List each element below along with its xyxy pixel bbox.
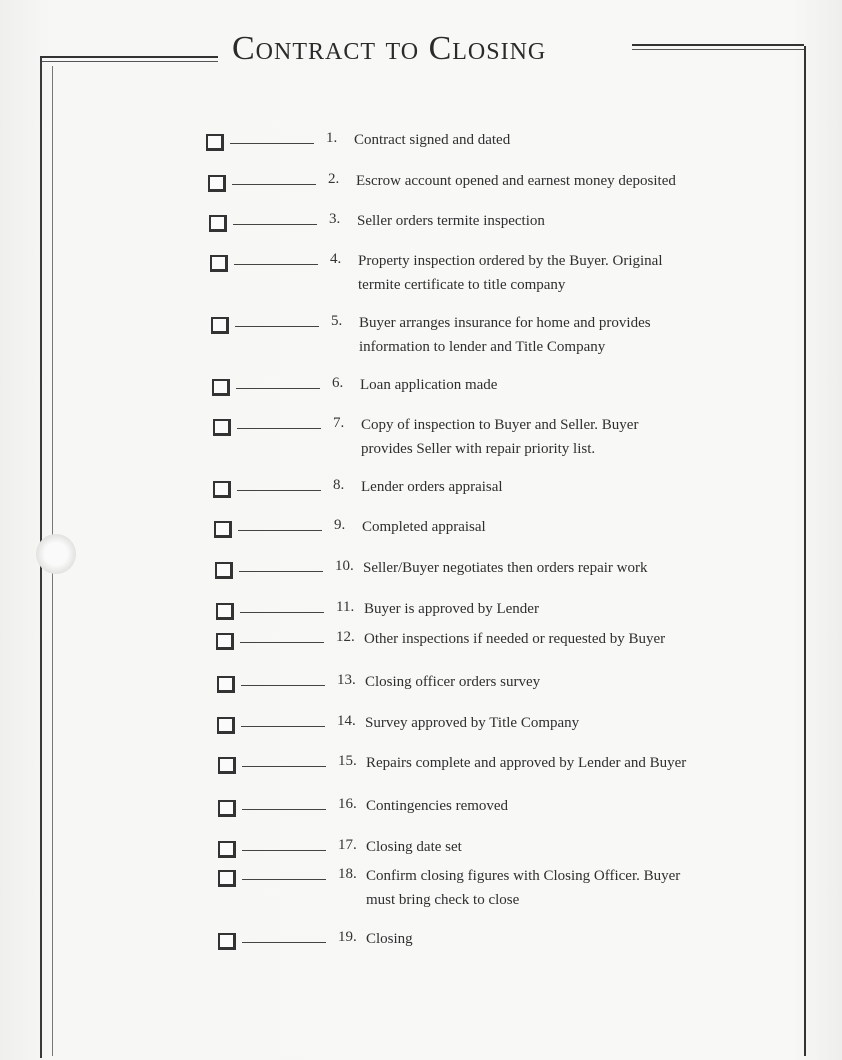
item-number: 9. <box>334 517 346 533</box>
item-text-line: Closing date set <box>366 839 462 855</box>
checklist-item-19 <box>218 929 778 979</box>
item-text-line: termite certificate to title company <box>358 277 566 293</box>
date-blank-line[interactable] <box>238 530 322 531</box>
item-number: 7. <box>333 415 345 431</box>
checkbox-icon[interactable] <box>213 419 231 436</box>
checkbox-icon[interactable] <box>218 933 236 950</box>
item-text-line: Escrow account opened and earnest money deposited <box>356 173 676 189</box>
item-text <box>363 556 743 580</box>
date-blank-line[interactable] <box>241 685 325 686</box>
item-text-line: Survey approved by Title Company <box>365 715 580 731</box>
frame-top-right-rule <box>632 44 804 50</box>
checkbox-icon[interactable] <box>216 603 234 620</box>
checkbox-icon[interactable] <box>218 841 236 858</box>
item-text <box>361 475 741 499</box>
item-number: 3. <box>329 211 341 227</box>
date-blank-line[interactable] <box>240 612 324 613</box>
date-blank-line[interactable] <box>242 809 326 810</box>
checkbox-icon[interactable] <box>208 175 226 192</box>
item-number: 11. <box>336 599 355 615</box>
checkbox-icon[interactable] <box>218 870 236 887</box>
item-number: 16. <box>338 796 357 812</box>
item-text <box>366 864 746 912</box>
item-text <box>364 597 744 621</box>
item-text <box>366 835 746 859</box>
item-text-line: must bring check to close <box>366 892 520 908</box>
item-number: 5. <box>331 313 343 329</box>
item-text-line: Buyer is approved by Lender <box>364 601 539 617</box>
item-text-line: Buyer arranges insurance for home and provides <box>359 315 651 331</box>
date-blank-line[interactable] <box>237 490 321 491</box>
item-text-line: Contract signed and dated <box>354 132 511 148</box>
date-blank-line[interactable] <box>242 850 326 851</box>
date-blank-line[interactable] <box>241 726 325 727</box>
item-text <box>360 373 740 397</box>
checkbox-icon[interactable] <box>213 481 231 498</box>
item-text-line: Completed appraisal <box>362 519 486 535</box>
item-text-line: Closing officer orders survey <box>365 674 541 690</box>
item-number: 17. <box>338 837 357 853</box>
date-blank-line[interactable] <box>242 766 326 767</box>
item-number: 6. <box>332 375 344 391</box>
date-blank-line[interactable] <box>239 571 323 572</box>
date-blank-line[interactable] <box>235 326 319 327</box>
item-text <box>366 927 746 951</box>
item-text-line: Copy of inspection to Buyer and Seller. Buyer <box>361 417 639 433</box>
date-blank-line[interactable] <box>237 428 321 429</box>
checkbox-icon[interactable] <box>218 757 236 774</box>
item-text <box>366 751 746 775</box>
date-blank-line[interactable] <box>234 264 318 265</box>
checkbox-icon[interactable] <box>206 134 224 151</box>
item-number: 19. <box>338 929 357 945</box>
item-text-line: Seller/Buyer negotiates then orders repair work <box>363 560 648 576</box>
checkbox-icon[interactable] <box>210 255 228 272</box>
checklist-item-5 <box>211 313 771 363</box>
page-title: Contract to Closing <box>232 30 547 67</box>
item-text-line: Seller orders termite inspection <box>357 213 545 229</box>
item-number: 18. <box>338 866 357 882</box>
item-text <box>364 627 744 651</box>
item-text-line: Loan application made <box>360 377 498 393</box>
checkbox-icon[interactable] <box>215 562 233 579</box>
item-text-line: provides Seller with repair priority list. <box>361 441 596 457</box>
item-text <box>357 209 737 233</box>
checkbox-icon[interactable] <box>212 379 230 396</box>
item-text <box>365 670 745 694</box>
checkbox-icon[interactable] <box>218 800 236 817</box>
date-blank-line[interactable] <box>242 879 326 880</box>
checklist-item-4 <box>210 251 770 301</box>
checkbox-icon[interactable] <box>214 521 232 538</box>
item-number: 13. <box>337 672 356 688</box>
item-text <box>366 794 746 818</box>
item-text <box>361 413 741 461</box>
item-text-line: Property inspection ordered by the Buyer. Original <box>358 253 663 269</box>
item-text-line: Lender orders appraisal <box>361 479 503 495</box>
item-number: 12. <box>336 629 355 645</box>
checkbox-icon[interactable] <box>216 633 234 650</box>
item-number: 14. <box>337 713 356 729</box>
item-text <box>354 128 734 152</box>
item-number: 1. <box>326 130 338 146</box>
item-text-line: Closing <box>366 931 413 947</box>
frame-top-left-rule <box>40 56 218 62</box>
date-blank-line[interactable] <box>240 642 324 643</box>
checklist-item-7 <box>213 415 773 465</box>
date-blank-line[interactable] <box>236 388 320 389</box>
item-text <box>356 169 736 193</box>
item-number: 4. <box>330 251 342 267</box>
item-text-line: Confirm closing figures with Closing Officer. Buyer <box>366 868 681 884</box>
item-text-line: information to lender and Title Company <box>359 339 606 355</box>
item-text-line: Repairs complete and approved by Lender and Buyer <box>366 755 687 771</box>
checkbox-icon[interactable] <box>211 317 229 334</box>
item-text <box>359 311 739 359</box>
item-text <box>365 711 745 735</box>
item-number: 2. <box>328 171 340 187</box>
checkbox-icon[interactable] <box>217 717 235 734</box>
punch-hole-mark <box>36 534 76 574</box>
item-number: 8. <box>333 477 345 493</box>
checklist-item-18 <box>218 866 778 916</box>
date-blank-line[interactable] <box>242 942 326 943</box>
item-text-line: Contingencies removed <box>366 798 509 814</box>
frame-right-rule <box>804 46 808 1056</box>
item-text <box>358 249 738 297</box>
checkbox-icon[interactable] <box>217 676 235 693</box>
date-blank-line[interactable] <box>233 224 317 225</box>
item-text <box>362 515 742 539</box>
checkbox-icon[interactable] <box>209 215 227 232</box>
item-text-line: Other inspections if needed or requested by Buyer <box>364 631 666 647</box>
item-number: 10. <box>335 558 354 574</box>
date-blank-line[interactable] <box>232 184 316 185</box>
item-number: 15. <box>338 753 357 769</box>
date-blank-line[interactable] <box>230 143 314 144</box>
